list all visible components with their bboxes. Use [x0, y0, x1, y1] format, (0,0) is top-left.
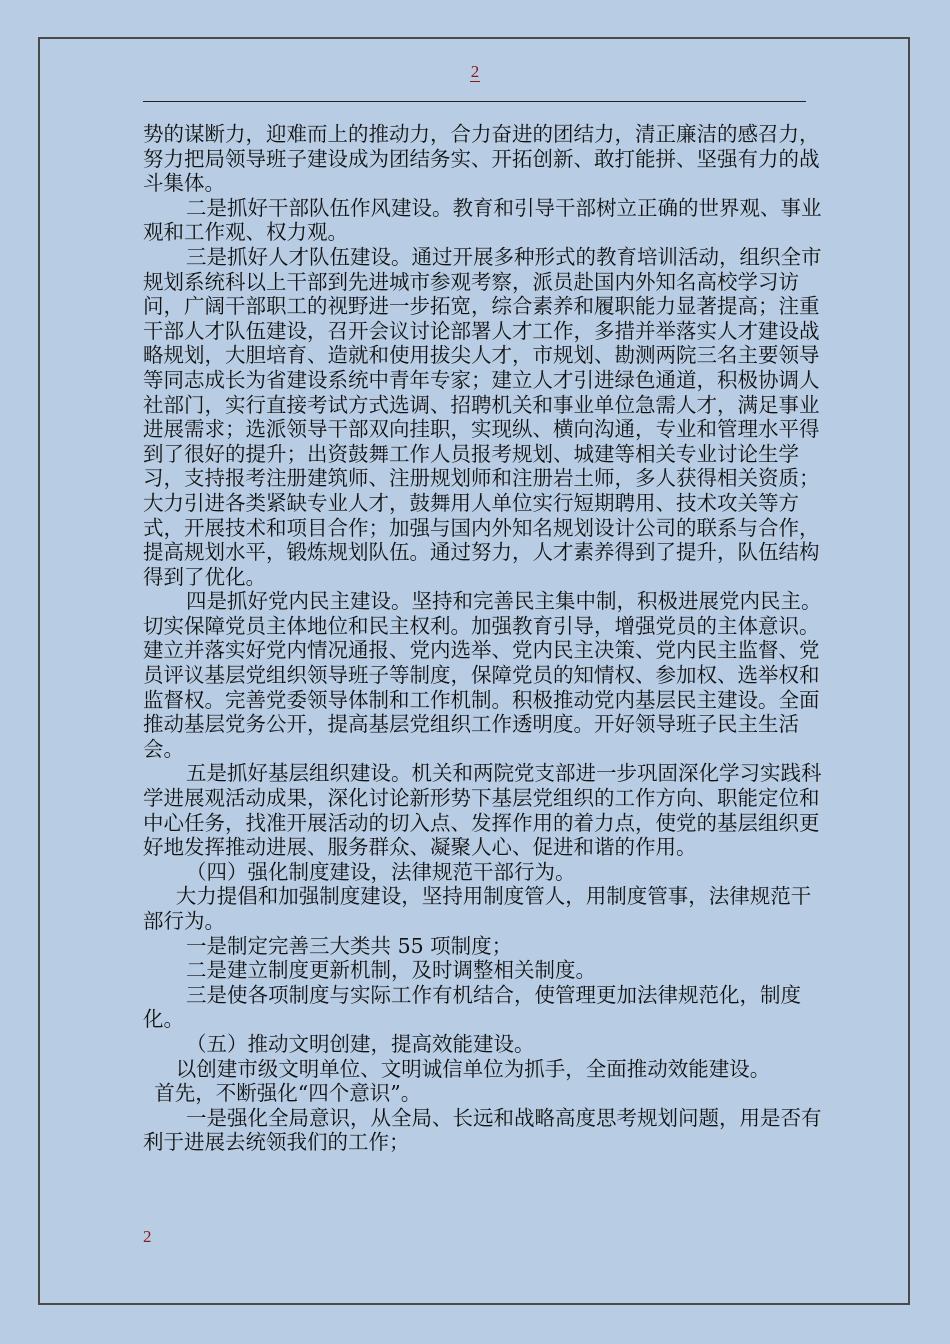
header-page-number: [0, 62, 950, 82]
paragraph: 二是抓好干部队伍作风建设。教育和引导干部树立正确的世界观、事业观和工作观、权力观。: [143, 195, 822, 245]
paragraph: 首先，不断强化“四个意识”。: [154, 1081, 422, 1106]
paragraph: 以创建市级文明单位、文明诚信单位为抓手，全面推动效能建设。: [175, 1056, 771, 1081]
section-heading: （四）强化制度建设，法律规范干部行为。: [186, 859, 576, 884]
footer-page-number: 2: [143, 1227, 152, 1246]
paragraph: 三是抓好人才队伍建设。通过开展多种形式的教育培训活动，组织全市规划系统科以上干部到先进城市参观考察，派员赴国内外知名高校学习访问，广阔干部职工的视野进一步拓宽，综合素养和履职能力显著提高；注重干部人才队伍建设，召开会议讨论部署人才工作，多措并举落实人才建设战略规划，大胆培育、造就和使用拔尖人才，市规划、勘测两院三名主要领导等同志成长为省建设系统中青年专家；建立人才引进绿色通道，积极协调人社部门，实行直接考试方式选调、招聘机关和事业单位急需人才，满足事业进展需求；选派领导干部双向挂职，实现纵、横向沟通，专业和管理水平得到了很好的提升；出资鼓舞工作人员报考规划、城建等相关专业讨论生学习，支持报考注册建筑师、注册规划师和注册岩土师，多人获得相关资质；大力引进各类紧缺专业人才，鼓舞用人单位实行短期聘用、技术攻关等方式，开展技术和项目合作；加强与国内外知名规划设计公司的联系与合作，提高规划水平，锻炼规划队伍。通过努力，人才素养得到了提升，队伍结构得到了优化。: [143, 244, 822, 589]
document-body: [143, 122, 828, 1155]
header-rule: [143, 101, 806, 102]
paragraph: 大力提倡和加强制度建设，坚持用制度管人，用制度管事，法律规范干部行为。: [143, 884, 812, 933]
paragraph: 三是使各项制度与实际工作有机结合，使管理更加法律规范化，制度化。: [143, 982, 802, 1032]
paragraph: 二是建立制度更新机制，及时调整相关制度。: [186, 958, 597, 983]
paragraph: 四是抓好党内民主建设。坚持和完善民主集中制，积极进展党内民主。切实保障党员主体地位和民主权利。加强教育引导，增强党员的主体意识。建立并落实好党内情况通报、党内选举、党内民主决策、党内民主监督、党员评议基层党组织领导班子等制度，保障党员的知情权、参加权、选举权和监督权。完善党委领导体制和工作机制。积极推动党内基层民主建设。全面推动基层党务公开，提高基层党组织工作透明度。开好领导班子民主生活会。: [143, 589, 822, 761]
paragraph: 势的谋断力，迎难而上的推动力，合力奋进的团结力，清正廉洁的感召力，努力把局领导班子建设成为团结务实、开拓创新、敢打能拼、坚强有力的战斗集体。: [143, 122, 820, 196]
header-page-number-text: 2: [470, 62, 480, 81]
paragraph: 五是抓好基层组织建设。机关和两院党支部进一步巩固深化学习实践科学进展观活动成果，深化讨论新形势下基层党组织的工作方向、职能定位和中心任务，找准开展活动的切入点、发挥作用的着力点，使党的基层组织更好地发挥推动进展、服务群众、凝聚人心、促进和谐的作用。: [143, 761, 822, 860]
section-heading: （五）推动文明创建，提高效能建设。: [186, 1031, 535, 1056]
paragraph: 一是强化全局意识，从全局、长远和战略高度思考规划问题，用是否有利于进展去统领我们的工作；: [143, 1105, 822, 1155]
paragraph: 一是制定完善三大类共 55 项制度；: [186, 933, 513, 958]
